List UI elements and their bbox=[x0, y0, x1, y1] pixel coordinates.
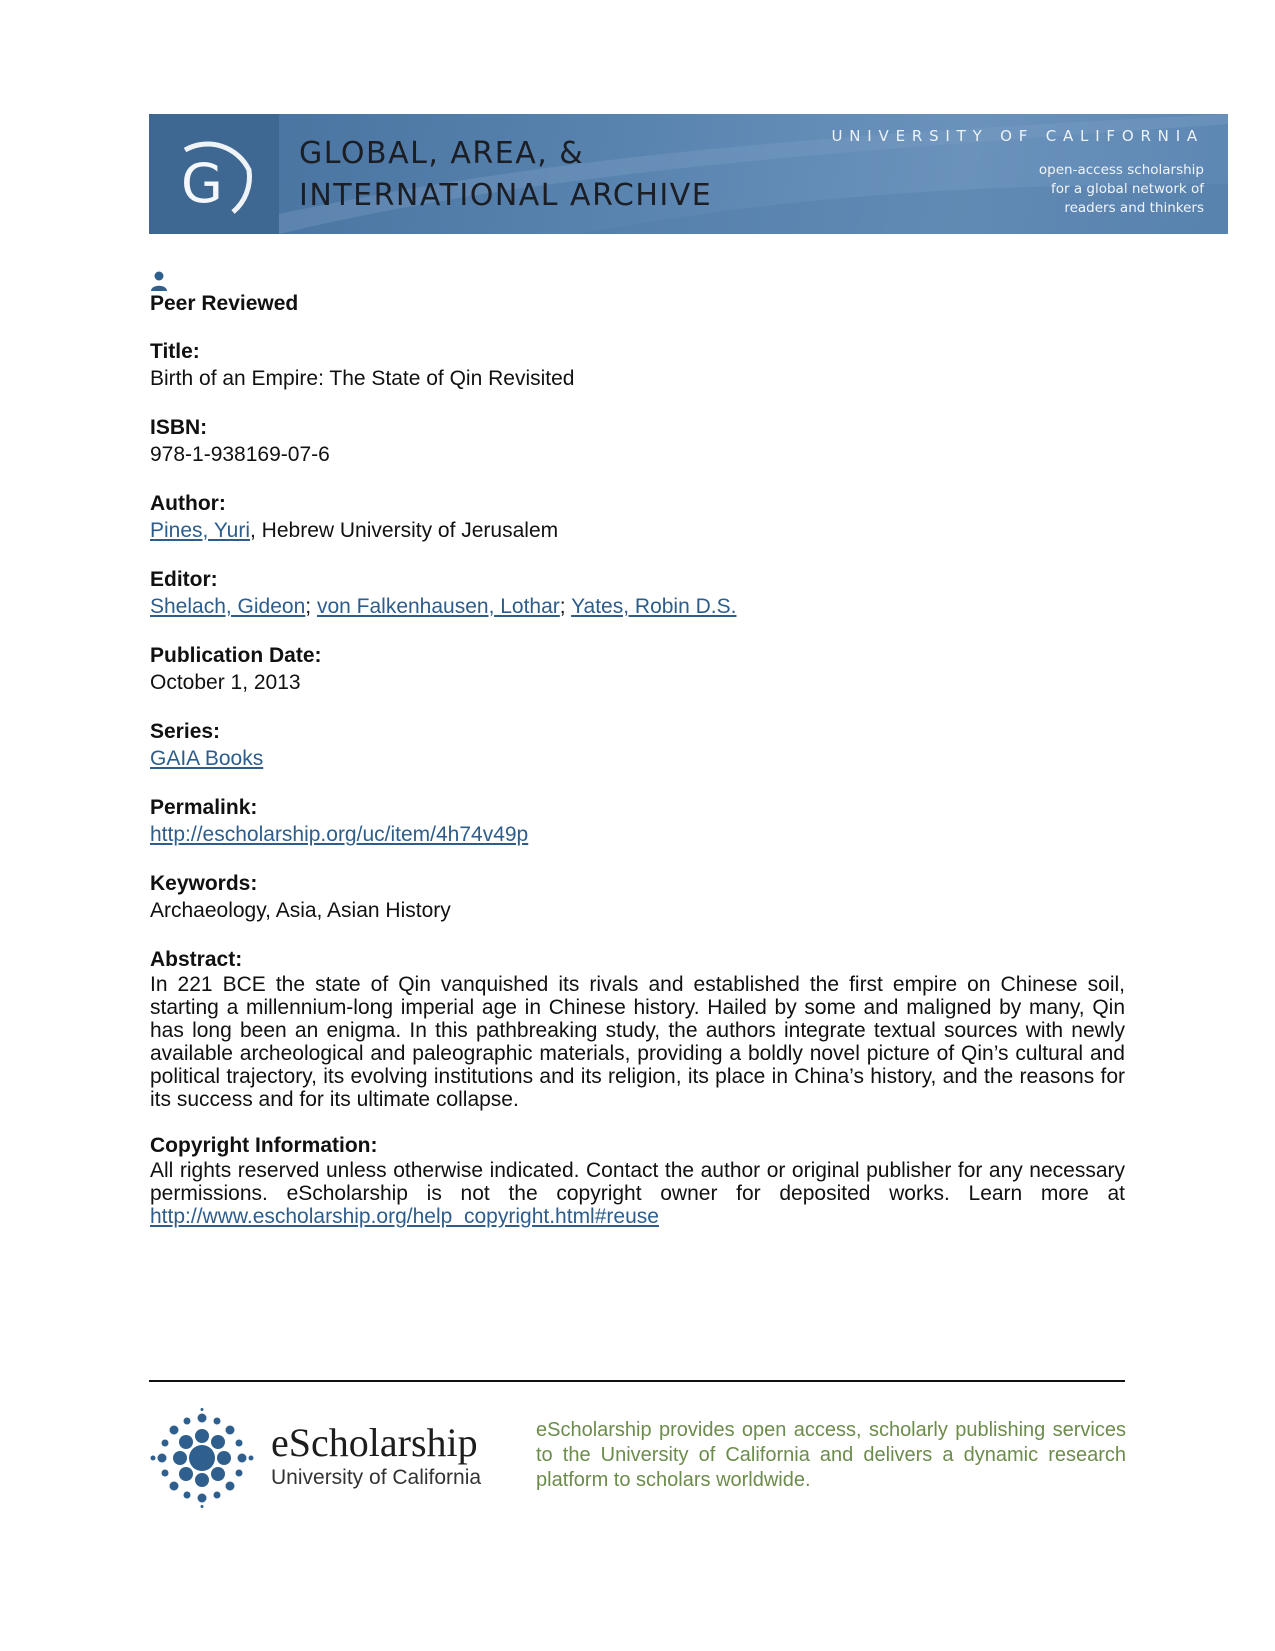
editor-separator: ; bbox=[305, 595, 317, 618]
publication-date-field bbox=[150, 643, 1125, 697]
isbn-value: 978-1-938169-07-6 bbox=[150, 443, 330, 466]
keywords-value: Archaeology, Asia, Asian History bbox=[150, 899, 451, 922]
title-label: Title: bbox=[150, 340, 200, 363]
abstract-label: Abstract: bbox=[150, 948, 243, 971]
svg-text:G: G bbox=[181, 152, 223, 215]
editor-separator: ; bbox=[559, 595, 572, 618]
banner-tagline-1: open-access scholarship bbox=[1038, 162, 1204, 178]
series-field bbox=[150, 719, 1125, 773]
footer-divider bbox=[149, 1380, 1125, 1382]
escholarship-subname: University of California bbox=[271, 1466, 482, 1489]
author-link[interactable]: Pines, Yuri bbox=[150, 519, 251, 542]
copyright-value bbox=[150, 1159, 1125, 1228]
series-link[interactable]: GAIA Books bbox=[150, 747, 264, 770]
keywords-label: Keywords: bbox=[150, 872, 258, 895]
author-value bbox=[150, 517, 1125, 545]
isbn-field bbox=[150, 415, 1125, 469]
title-field bbox=[150, 339, 1125, 393]
permalink-value bbox=[150, 821, 1125, 849]
copyright-label: Copyright Information: bbox=[150, 1134, 378, 1157]
escholarship-logo-icon bbox=[150, 1408, 254, 1508]
series-label: Series: bbox=[150, 720, 221, 743]
author-label: Author: bbox=[150, 492, 226, 515]
author-affiliation: , Hebrew University of Jerusalem bbox=[250, 519, 559, 542]
copyright-link[interactable]: http://www.escholarship.org/help_copyright.html#reuse bbox=[150, 1205, 659, 1228]
gaia-g-logo-icon bbox=[171, 130, 261, 220]
permalink-link[interactable]: http://escholarship.org/uc/item/4h74v49p bbox=[150, 823, 529, 846]
editor-field bbox=[150, 567, 1125, 621]
university-of-california-label: UNIVERSITY OF CALIFORNIA bbox=[831, 127, 1204, 145]
banner-title-line-1: GLOBAL, AREA, & bbox=[299, 136, 585, 171]
permalink-label: Permalink: bbox=[150, 796, 258, 819]
editor-link-1[interactable]: Shelach, Gideon bbox=[150, 595, 306, 618]
abstract-field bbox=[150, 947, 1125, 1111]
person-icon bbox=[150, 271, 168, 291]
copyright-field bbox=[150, 1133, 1125, 1228]
permalink-field bbox=[150, 795, 1125, 849]
gaia-banner bbox=[149, 114, 1228, 234]
banner-tagline-3: readers and thinkers bbox=[1064, 200, 1204, 216]
banner-tagline-2: for a global network of bbox=[1050, 181, 1204, 197]
publication-date-label: Publication Date: bbox=[150, 644, 322, 667]
isbn-label: ISBN: bbox=[150, 416, 208, 439]
item-metadata bbox=[150, 271, 1125, 1228]
banner-title-line-2: INTERNATIONAL ARCHIVE bbox=[299, 178, 713, 213]
author-field bbox=[150, 491, 1125, 545]
gaia-logo bbox=[149, 114, 279, 234]
editor-label: Editor: bbox=[150, 568, 218, 591]
abstract-value: In 221 BCE the state of Qin vanquished its rivals and established the first empire on Chinese soil, starting a millennium-long imperial age in Chinese history. Hailed by some and maligned by many, Qin has long been an enigma. In this pathbreaking study, the authors integrate textual sources with newly available archeological and paleographic materials, providing a boldly novel picture of Qin’s cultural and political trajectory, its evolving institutions and its religion, its place in China’s history, and the reasons for its success and for its ultimate collapse. bbox=[150, 973, 1125, 1111]
series-value bbox=[150, 745, 1125, 773]
keywords-field bbox=[150, 871, 1125, 925]
editor-value bbox=[150, 593, 1125, 621]
editor-link-2[interactable]: von Falkenhausen, Lothar bbox=[316, 595, 560, 618]
escholarship-name: eScholarship bbox=[271, 1420, 478, 1465]
copyright-text: All rights reserved unless otherwise indicated. Contact the author or original publisher for any necessary permissions. eScholarship is not the copyright owner for deposited works. Learn more at bbox=[150, 1159, 1125, 1205]
publication-date-value: October 1, 2013 bbox=[150, 671, 301, 694]
editor-link-3[interactable]: Yates, Robin D.S. bbox=[571, 595, 737, 618]
title-value: Birth of an Empire: The State of Qin Revisited bbox=[150, 367, 575, 390]
peer-reviewed-label: Peer Reviewed bbox=[150, 292, 299, 315]
escholarship-description: eScholarship provides open access, scholarly publishing services to the University of California and delivers a dynamic research platform to scholars worldwide. bbox=[536, 1419, 1126, 1491]
